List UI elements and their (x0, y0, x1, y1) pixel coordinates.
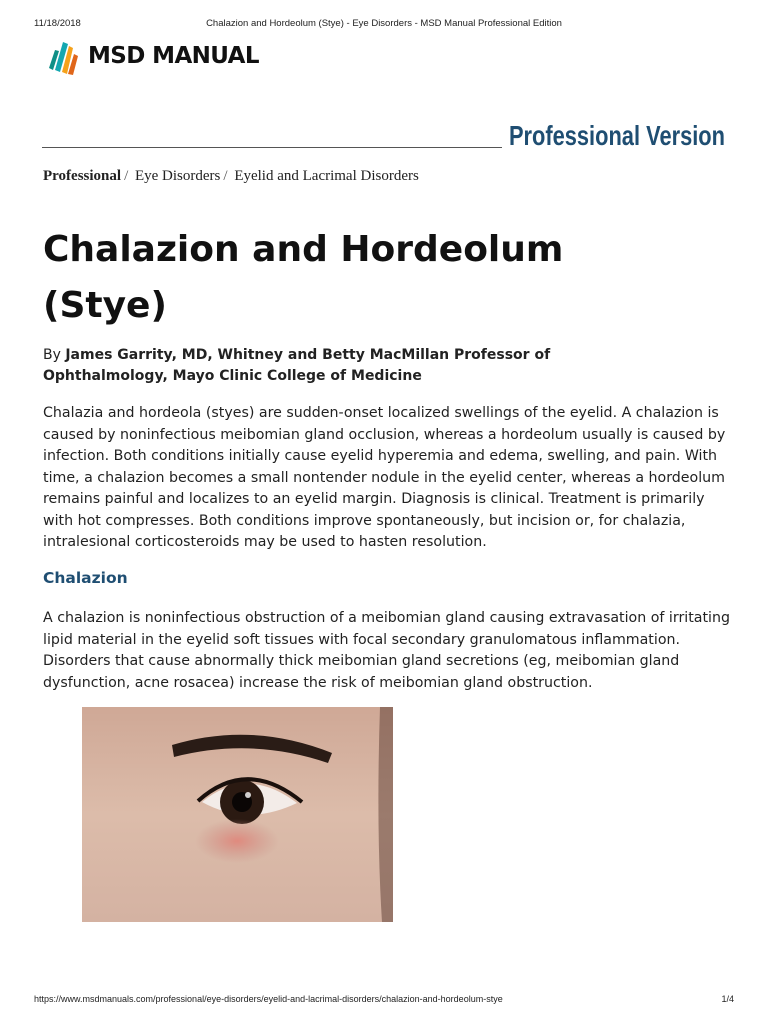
professional-version-label[interactable]: Professional Version (508, 120, 725, 151)
brand-name: MSD MANUAL (88, 43, 259, 69)
chalazion-paragraph: A chalazion is noninfectious obstruction of a meibomian gland causing extravasation of irritating lipid material in the eyelid soft tissues with focal secondary granulomatous inflammation. Disorders that cause abnormally thick meibomian gland secretions (eg, meibomian gland dysfunction, acne rosacea) increase the risk of meibomian gland obstruction. (43, 610, 730, 691)
byline (43, 345, 663, 387)
header-divider (42, 147, 502, 148)
print-date: 11/18/2018 (34, 18, 81, 29)
breadcrumb-item-eyelid-lacrimal[interactable]: Eyelid and Lacrimal Disorders (234, 168, 419, 184)
section-heading-chalazion: Chalazion (43, 569, 128, 587)
breadcrumb-item-eye-disorders[interactable]: Eye Disorders (134, 168, 221, 184)
print-document-title: Chalazion and Hordeolum (Stye) - Eye Disorders - MSD Manual Professional Edition (206, 18, 562, 29)
page-url: https://www.msdmanuals.com/professional/eye-disorders/eyelid-and-lacrimal-disorders/chalazion-and-hordeolum-stye (34, 994, 503, 1004)
breadcrumb-home[interactable]: Professional (43, 168, 122, 184)
msd-logo-icon (46, 36, 82, 76)
msd-manual-logo[interactable] (46, 36, 259, 76)
breadcrumb-separator: / (124, 168, 129, 184)
chalazion-photo[interactable] (82, 707, 393, 922)
eye-photo-image (82, 707, 393, 922)
page-title: Chalazion and Hordeolum (Stye) (43, 229, 564, 326)
author-name[interactable]: James Garrity, MD, Whitney and Betty MacMillan Professor of Ophthalmology, Mayo Clinic College of Medicine (43, 347, 551, 384)
breadcrumb-separator: / (223, 168, 228, 184)
summary-paragraph: Chalazia and hordeola (styes) are sudden-onset localized swellings of the eyelid. A chalazion is caused by noninfectious meibomian gland occlusion, whereas a hordeolum usually is caused by infection. Both conditions initially cause eyelid hyperemia and edema, swelling, and pain. With time, a chalazion becomes a small nontender nodule in the eyelid center, whereas a hordeolum remains painful and localizes to an eyelid margin. Diagnosis is clinical. Treatment is primarily with hot compresses. Both conditions improve spontaneously, but incision or, for chalazia, intralesional corticosteroids may be used to hasten resolution. (43, 405, 726, 550)
breadcrumb (43, 168, 419, 185)
page-number: 1/4 (721, 994, 734, 1004)
byline-prefix: By (43, 347, 61, 363)
